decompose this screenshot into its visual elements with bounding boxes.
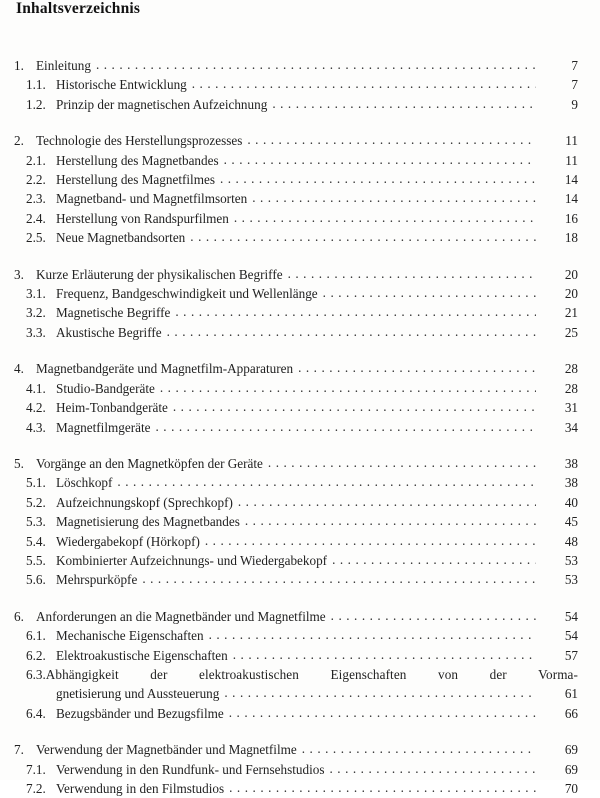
chapter-group xyxy=(0,359,600,437)
toc-chapter-entry[interactable] xyxy=(0,131,600,150)
entry-page-number: 14 xyxy=(564,191,578,207)
entry-number: 5.4. xyxy=(26,533,46,549)
entry-number: 5.6. xyxy=(26,572,46,588)
dot-leader xyxy=(245,518,536,532)
dot-leader xyxy=(268,459,536,473)
dot-leader xyxy=(117,479,536,493)
toc-section-entry[interactable] xyxy=(0,570,600,589)
dot-leader xyxy=(323,289,536,303)
entry-number: 4.3. xyxy=(26,419,46,435)
entry-label: Löschkopf xyxy=(56,475,113,491)
entry-number: 2.5. xyxy=(26,230,46,246)
toc-section-entry[interactable] xyxy=(0,665,600,704)
toc-section-entry[interactable] xyxy=(0,303,600,322)
entry-number: 1.2. xyxy=(26,96,46,112)
entry-page-number: 69 xyxy=(564,761,578,777)
entry-label: Neue Magnetbandsorten xyxy=(56,230,186,246)
entry-number: 3.2. xyxy=(26,305,46,321)
entry-number: 5.3. xyxy=(26,514,46,530)
entry-page-number: 28 xyxy=(564,380,578,396)
dot-leader xyxy=(229,784,536,798)
entry-label: Elektroakustische Eigenschaften xyxy=(56,647,228,663)
entry-label: Mehrspurköpfe xyxy=(56,572,138,588)
entry-page-number: 31 xyxy=(564,400,578,416)
entry-page-number: 34 xyxy=(564,419,578,435)
entry-number: 3.3. xyxy=(26,324,46,340)
toc-section-entry[interactable] xyxy=(0,228,600,247)
dot-leader xyxy=(302,746,536,760)
entry-page-number: 18 xyxy=(564,230,578,246)
entry-number: 2.3. xyxy=(26,191,46,207)
toc-section-entry[interactable] xyxy=(0,512,600,531)
entry-page-number: 20 xyxy=(564,266,578,282)
dot-leader xyxy=(220,175,536,189)
entry-label: Frequenz, Bandgeschwindigkeit und Wellenlänge xyxy=(56,286,318,302)
entry-number: 5.2. xyxy=(26,494,46,510)
entry-number: 1.1. xyxy=(26,77,46,93)
toc-section-entry[interactable] xyxy=(0,779,600,798)
entry-number: 7. xyxy=(14,742,24,758)
entry-label: Anforderungen an die Magnetbänder und Magnetfilme xyxy=(36,608,326,624)
chapter-group xyxy=(0,740,600,798)
entry-page-number: 69 xyxy=(564,742,578,758)
dot-leader xyxy=(298,365,536,379)
dot-leader xyxy=(234,214,536,228)
entry-number: 7.2. xyxy=(26,781,46,796)
entry-page-number: 11 xyxy=(565,133,578,149)
entry-label: Magnetband- und Magnetfilmsorten xyxy=(56,191,248,207)
toc-section-entry[interactable] xyxy=(0,626,600,645)
entry-label: Technologie des Herstellungsprozesses xyxy=(36,133,243,149)
toc-section-entry[interactable] xyxy=(0,323,600,342)
toc-chapter-entry[interactable] xyxy=(0,740,600,759)
toc-section-entry[interactable] xyxy=(0,189,600,208)
entry-label: Bezugsbänder und Bezugsfilme xyxy=(56,705,224,721)
dot-leader xyxy=(329,765,536,779)
entry-number: 4.1. xyxy=(26,380,46,396)
dot-leader xyxy=(96,61,536,75)
entry-number: 2.1. xyxy=(26,152,46,168)
toc-chapter-entry[interactable] xyxy=(0,359,600,378)
entry-label: Kurze Erläuterung der physikalischen Begriffe xyxy=(36,266,283,282)
toc-section-entry[interactable] xyxy=(0,646,600,665)
entry-page-number: 14 xyxy=(564,172,578,188)
chapter-group xyxy=(0,454,600,590)
entry-page-number: 54 xyxy=(564,608,578,624)
entry-label-line2: gnetisierung und Aussteuerung xyxy=(56,686,220,702)
entry-label: Vorgänge an den Magnetköpfen der Geräte xyxy=(36,455,263,471)
entry-page-number: 25 xyxy=(564,324,578,340)
dot-leader xyxy=(247,137,536,151)
dot-leader xyxy=(238,498,536,512)
toc-section-entry[interactable] xyxy=(0,151,600,170)
entry-page-number: 45 xyxy=(564,514,578,530)
chapter-group xyxy=(0,131,600,247)
entry-label: Verwendung der Magnetbänder und Magnetfilme xyxy=(36,742,297,758)
entry-page-number: 40 xyxy=(564,494,578,510)
entry-page-number: 20 xyxy=(564,286,578,302)
entry-label: Studio-Bandgeräte xyxy=(56,380,155,396)
dot-leader xyxy=(155,423,536,437)
entry-page-number: 66 xyxy=(564,705,578,721)
entry-number: 6.4. xyxy=(26,705,46,721)
entry-label: Magnetische Begriffe xyxy=(56,305,171,321)
toc-chapter-entry[interactable] xyxy=(0,607,600,626)
entry-label: Prinzip der magnetischen Aufzeichnung xyxy=(56,96,268,112)
chapter-group xyxy=(0,56,600,114)
dot-leader xyxy=(167,328,536,342)
entry-label-line1: Abhängigkeit der elektroakustischen Eigenschaften von der Vorma- xyxy=(45,666,578,682)
entry-page-number: 53 xyxy=(564,552,578,568)
table-of-contents xyxy=(0,56,600,798)
entry-page-number: 61 xyxy=(564,686,578,702)
page-title: Inhaltsverzeichnis xyxy=(16,0,141,17)
dot-leader xyxy=(190,234,536,248)
entry-number: 1. xyxy=(14,58,24,73)
entry-number: 5. xyxy=(14,455,24,471)
entry-label: Kombinierter Aufzeichnungs- und Wiedergabekopf xyxy=(56,552,328,568)
entry-number: 5.5. xyxy=(26,552,46,568)
dot-leader xyxy=(209,632,536,646)
entry-page-number: 16 xyxy=(564,210,578,226)
dot-leader xyxy=(229,709,536,723)
entry-page-number: 70 xyxy=(564,781,578,796)
dot-leader xyxy=(252,195,536,209)
dot-leader xyxy=(224,156,536,170)
entry-label: Akustische Begriffe xyxy=(56,324,162,340)
entry-number: 3. xyxy=(14,266,24,282)
entry-label: Verwendung in den Rundfunk- und Fernsehstudios xyxy=(56,761,325,777)
entry-label: Magnetisierung des Magnetbandes xyxy=(56,514,240,530)
entry-label: Verwendung in den Filmstudios xyxy=(56,781,225,796)
toc-section-entry[interactable] xyxy=(0,473,600,492)
entry-number: 2.4. xyxy=(26,210,46,226)
toc-section-entry[interactable] xyxy=(0,493,600,512)
entry-label: Herstellung des Magnetbandes xyxy=(56,152,219,168)
chapter-group xyxy=(0,607,600,723)
entry-number: 6. xyxy=(14,608,24,624)
toc-section-entry[interactable] xyxy=(0,170,600,189)
dot-leader xyxy=(142,576,536,590)
entry-number: 2. xyxy=(14,133,24,149)
entry-page-number: 28 xyxy=(564,361,578,377)
entry-number: 6.1. xyxy=(26,628,46,644)
dot-leader xyxy=(192,81,536,95)
entry-page-number: 9 xyxy=(571,96,578,112)
toc-section-entry[interactable] xyxy=(0,398,600,417)
entry-number: 2.2. xyxy=(26,172,46,188)
toc-section-entry[interactable] xyxy=(0,95,600,114)
entry-label: Magnetfilmgeräte xyxy=(56,419,151,435)
entry-number: 5.1. xyxy=(26,475,46,491)
toc-section-entry[interactable] xyxy=(0,379,600,398)
toc-section-entry[interactable] xyxy=(0,75,600,94)
entry-page-number: 54 xyxy=(564,628,578,644)
entry-page-number: 7 xyxy=(571,58,578,73)
entry-page-number: 48 xyxy=(564,533,578,549)
dot-leader xyxy=(332,556,536,570)
entry-page-number: 53 xyxy=(564,572,578,588)
chapter-group xyxy=(0,265,600,343)
entry-label: Heim-Tonbandgeräte xyxy=(56,400,168,416)
entry-page-number: 21 xyxy=(564,305,578,321)
entry-number: 4.2. xyxy=(26,400,46,416)
entry-number: 3.1. xyxy=(26,286,46,302)
entry-label: Historische Entwicklung xyxy=(56,77,187,93)
toc-section-entry[interactable] xyxy=(0,760,600,779)
toc-section-entry[interactable] xyxy=(0,209,600,228)
dot-leader xyxy=(173,404,536,418)
dot-leader xyxy=(331,612,536,626)
entry-page-number: 38 xyxy=(564,455,578,471)
dot-leader xyxy=(272,100,536,114)
dot-leader xyxy=(205,537,536,551)
entry-number: 4. xyxy=(14,361,24,377)
entry-page-number: 38 xyxy=(564,475,578,491)
entry-page-number: 7 xyxy=(571,77,578,93)
toc-section-entry[interactable] xyxy=(0,704,600,723)
dot-leader xyxy=(160,384,536,398)
entry-label: Wiedergabekopf (Hörkopf) xyxy=(56,533,200,549)
entry-number: 7.1. xyxy=(26,761,46,777)
toc-section-entry[interactable] xyxy=(0,532,600,551)
entry-number: 6.3. xyxy=(26,666,46,682)
entry-label: Magnetbandgeräte und Magnetfilm-Apparaturen xyxy=(36,361,294,377)
toc-section-entry[interactable] xyxy=(0,284,600,303)
entry-label: Mechanische Eigenschaften xyxy=(56,628,204,644)
entry-label: Herstellung des Magnetfilmes xyxy=(56,172,215,188)
toc-chapter-entry[interactable] xyxy=(0,265,600,284)
dot-leader xyxy=(288,270,536,284)
entry-page-number: 57 xyxy=(564,647,578,663)
entry-label: Einleitung xyxy=(36,58,91,73)
dot-leader xyxy=(224,690,536,704)
toc-chapter-entry[interactable] xyxy=(0,454,600,473)
dot-leader xyxy=(175,309,536,323)
toc-section-entry[interactable] xyxy=(0,551,600,570)
entry-label: Herstellung von Randspurfilmen xyxy=(56,210,229,226)
entry-label: Aufzeichnungskopf (Sprechkopf) xyxy=(56,494,233,510)
dot-leader xyxy=(233,651,536,665)
entry-number: 6.2. xyxy=(26,647,46,663)
toc-section-entry[interactable] xyxy=(0,418,600,437)
toc-chapter-entry[interactable] xyxy=(0,56,600,75)
entry-page-number: 11 xyxy=(565,152,578,168)
